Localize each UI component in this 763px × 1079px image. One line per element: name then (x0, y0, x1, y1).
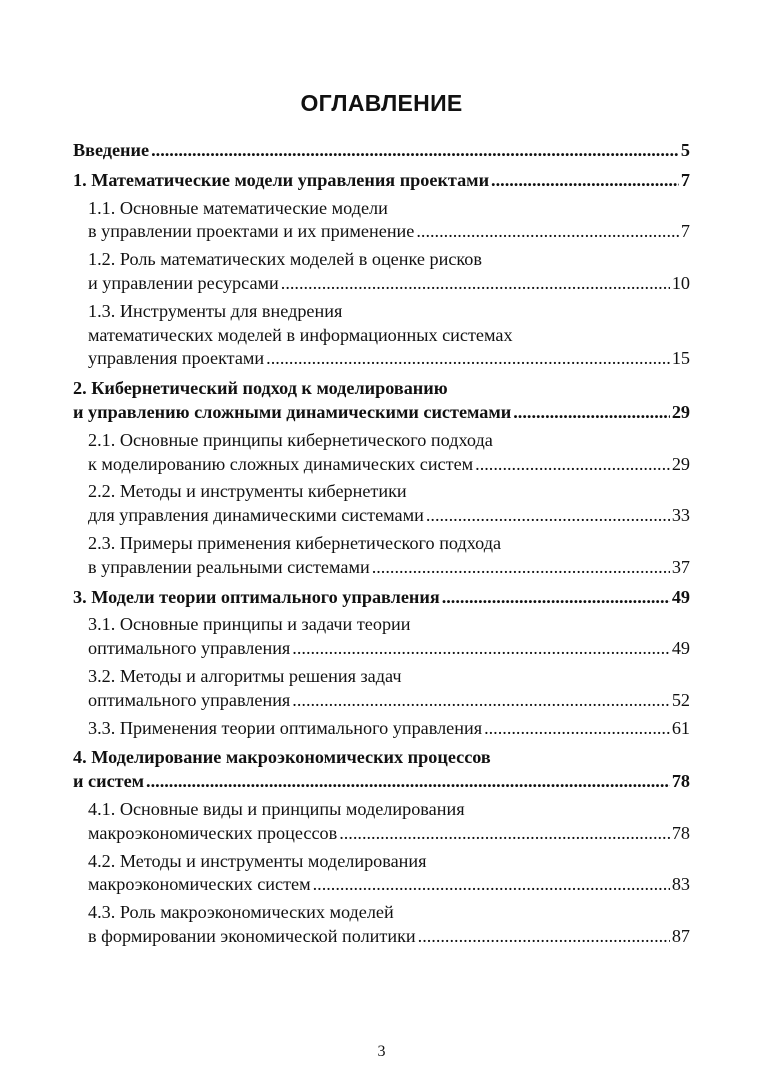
toc-entry-title-line: 1. Математические модели управления проектами (73, 169, 490, 190)
toc-entry-title-line: 4.2. Методы и инструменты моделирования (88, 850, 427, 871)
dot-leader (146, 770, 670, 794)
toc-entry-title-line: 4. Моделирование макроэкономических процессов (73, 747, 491, 768)
toc-page-number: 5 (680, 140, 690, 160)
toc-section-entry[interactable] (73, 717, 690, 741)
toc-entry-title-line: 4.1. Основные виды и принципы моделирования (88, 798, 465, 819)
toc-page-number: 29 (671, 401, 690, 422)
toc-entry-title-line: и управлению сложными динамическими системами (73, 401, 512, 422)
toc-page-number: 78 (671, 822, 690, 843)
toc-entry-title-line: Введение (73, 140, 150, 160)
toc-entry-leader-line (88, 272, 690, 296)
toc-section-entry[interactable] (73, 532, 690, 580)
toc-chapter-entry[interactable] (73, 586, 690, 610)
toc-entry-title-line: в управлении реальными системами (88, 556, 370, 577)
toc-entry-title-line: математических моделей в информационных системах (88, 324, 513, 345)
toc-page-number: 29 (671, 453, 690, 474)
table-of-contents (73, 139, 690, 949)
dot-leader (513, 401, 670, 425)
dot-leader (442, 586, 670, 610)
toc-chapter-entry[interactable] (73, 139, 690, 163)
toc-entry-leader-line (88, 453, 690, 477)
dot-leader (151, 139, 679, 163)
toc-entry-title-line: и систем (73, 771, 145, 792)
toc-entry-leader-line (73, 169, 690, 193)
dot-leader (281, 272, 670, 296)
toc-section-entry[interactable] (73, 480, 690, 528)
toc-entry-title-line: 1.1. Основные математические модели (88, 197, 388, 218)
toc-entry-title-line: 2.1. Основные принципы кибернетического подхода (88, 429, 493, 450)
toc-section-entry[interactable] (73, 197, 690, 245)
dot-leader (372, 556, 670, 580)
dot-leader (491, 169, 679, 193)
toc-section-entry[interactable] (73, 248, 690, 296)
toc-entry-title-line: 1.3. Инструменты для внедрения (88, 300, 343, 321)
page-number: 3 (377, 1043, 386, 1060)
toc-entry-leader-line (73, 139, 690, 163)
dot-leader (418, 925, 670, 949)
toc-entry-title-line: 3. Модели теории оптимального управления (73, 586, 440, 607)
toc-entry-title-line: для управления динамическими системами (88, 505, 424, 526)
toc-section-entry[interactable] (73, 429, 690, 477)
dot-leader (426, 504, 670, 528)
toc-entry-title-line: макроэкономических процессов (88, 822, 338, 843)
toc-chapter-entry[interactable] (73, 377, 690, 425)
toc-entry-leader-line (88, 220, 690, 244)
dot-leader (292, 637, 670, 661)
toc-entry-leader-line (88, 925, 690, 949)
toc-chapter-entry[interactable] (73, 746, 690, 794)
toc-section-entry[interactable] (73, 300, 690, 371)
toc-entry-title-line: 4.3. Роль макроэкономических моделей (88, 902, 394, 923)
dot-leader (292, 689, 670, 713)
toc-entry-title-line: 3.3. Применения теории оптимального управления (88, 717, 483, 738)
toc-page-number: 52 (671, 689, 690, 710)
toc-entry-leader-line (88, 347, 690, 371)
toc-page-number: 15 (671, 348, 690, 369)
toc-entry-leader-line (73, 586, 690, 610)
toc-entry-leader-line (73, 770, 690, 794)
toc-page-number: 78 (671, 771, 690, 792)
dot-leader (484, 717, 670, 741)
toc-page-number: 49 (671, 586, 690, 607)
toc-entry-title-line: в управлении проектами и их применение (88, 221, 415, 242)
toc-entry-title-line: в формировании экономической политики (88, 925, 416, 946)
toc-page-number: 10 (671, 272, 690, 293)
toc-section-entry[interactable] (73, 613, 690, 661)
toc-entry-leader-line (88, 556, 690, 580)
dot-leader (313, 873, 670, 897)
page-title: ОГЛАВЛЕНИЕ (300, 90, 463, 116)
toc-section-entry[interactable] (73, 901, 690, 949)
toc-section-entry[interactable] (73, 798, 690, 846)
toc-page-number: 49 (671, 638, 690, 659)
toc-page-number: 87 (671, 925, 690, 946)
dot-leader (475, 453, 670, 477)
toc-entry-title-line: и управлении ресурсами (88, 272, 279, 293)
toc-page-number: 7 (680, 221, 690, 242)
toc-entry-title-line: управления проектами (88, 348, 265, 369)
toc-page-number: 83 (671, 874, 690, 895)
dot-leader (416, 220, 679, 244)
toc-entry-title-line: 3.1. Основные принципы и задачи теории (88, 614, 411, 635)
dot-leader (266, 347, 670, 371)
toc-entry-title-line: оптимального управления (88, 638, 291, 659)
toc-entry-leader-line (73, 401, 690, 425)
toc-section-entry[interactable] (73, 665, 690, 713)
toc-entry-title-line: 2.3. Примеры применения кибернетического подхода (88, 532, 502, 553)
toc-entry-title-line: 2. Кибернетический подход к моделированию (73, 378, 448, 399)
toc-entry-leader-line (88, 637, 690, 661)
toc-chapter-entry[interactable] (73, 169, 690, 193)
toc-entry-title-line: макроэкономических систем (88, 874, 311, 895)
toc-page-number: 33 (671, 505, 690, 526)
toc-page-number: 37 (671, 556, 690, 577)
dot-leader (339, 822, 670, 846)
toc-entry-leader-line (88, 822, 690, 846)
toc-entry-title-line: 3.2. Методы и алгоритмы решения задач (88, 665, 402, 686)
toc-entry-leader-line (88, 504, 690, 528)
toc-entry-title-line: 2.2. Методы и инструменты кибернетики (88, 481, 407, 502)
toc-page-number: 7 (680, 169, 690, 190)
toc-entry-leader-line (88, 717, 690, 741)
toc-entry-title-line: 1.2. Роль математических моделей в оценке рисков (88, 249, 482, 270)
toc-page-number: 61 (671, 717, 690, 738)
toc-entry-title-line: оптимального управления (88, 689, 291, 710)
toc-entry-leader-line (88, 689, 690, 713)
toc-entry-title-line: к моделированию сложных динамических систем (88, 453, 474, 474)
toc-entry-leader-line (88, 873, 690, 897)
toc-section-entry[interactable] (73, 850, 690, 898)
